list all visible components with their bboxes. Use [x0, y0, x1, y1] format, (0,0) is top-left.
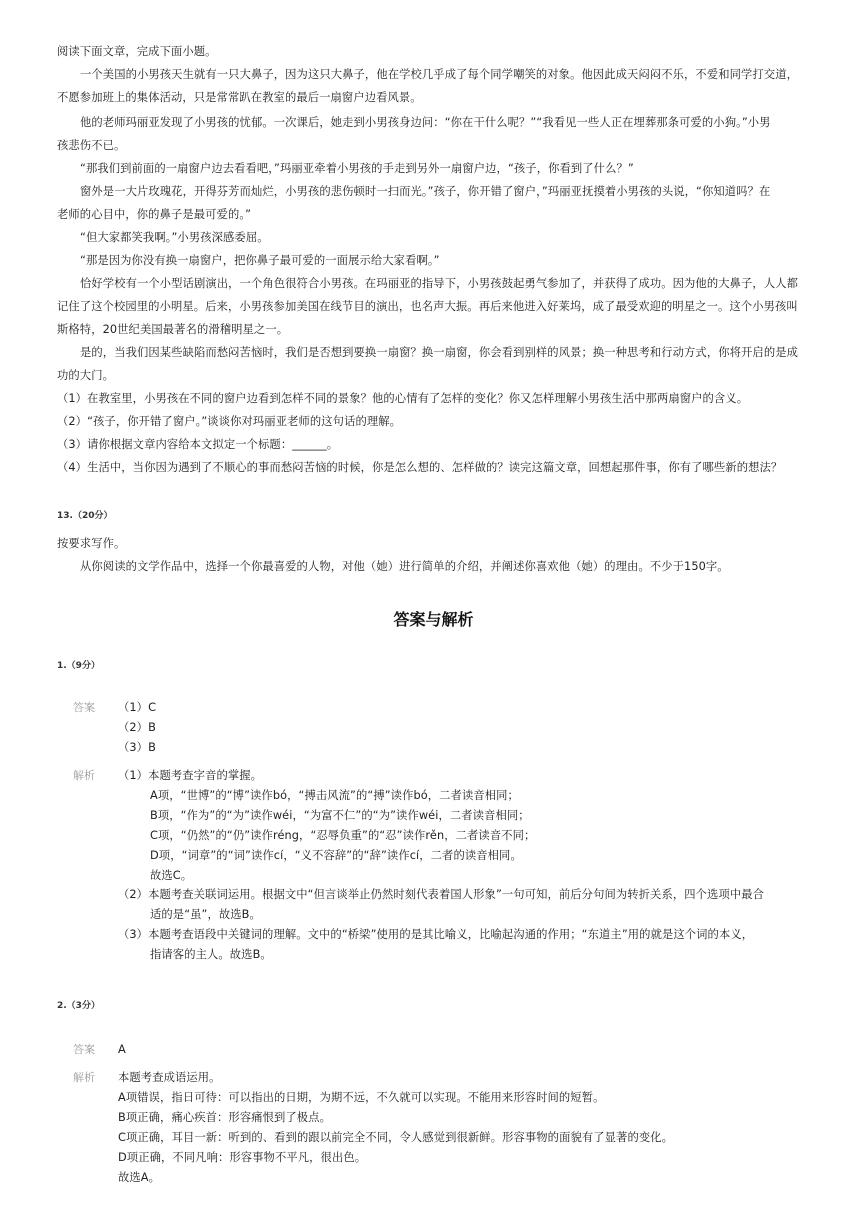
analysis-line: 故选C。: [150, 869, 193, 882]
answer-header: 1.（9分）: [57, 661, 100, 671]
analysis-line: A项，“世博”的“博”读作bó，“搏击风流”的“搏”读作bó，二者读音相同；: [150, 789, 519, 802]
passage-line: “但大家都笑我啊。”小男孩深感委屈。: [80, 231, 269, 244]
answer-header: 2.（3分）: [57, 1001, 100, 1011]
question-item: （4）生活中，当你因为遇到了不顺心的事而愁闷苦恼的时候，你是怎么想的、怎样做的？读完这篇文章，回想起那件事，你有了哪些新的想法？: [57, 461, 783, 474]
answer-label: 答案: [73, 1043, 95, 1056]
passage-instruction: 阅读下面文章，完成下面小题。: [57, 45, 217, 58]
question-item: （3）请你根据文章内容给本文拟定一个标题：______。: [57, 438, 339, 451]
analysis-label: 解析: [73, 1071, 95, 1084]
passage-line: “那我们到前面的一扇窗户边去看看吧，”玛丽亚牵着小男孩的手走到另外一扇窗户边，“孩子，你看到了什么？”: [80, 162, 634, 175]
analysis-line: C项，“仍然”的“仍”读作réng，“忍辱负重”的“忍”读作rěn，二者读音不同；: [150, 829, 536, 842]
analysis-line: B项正确，痛心疾首：形容痛恨到了极点。: [118, 1111, 331, 1124]
passage-line: 是的，当我们因某些缺陷而愁闷苦恼时，我们是否想到要换一扇窗？换一扇窗，你会看到别样的风景；换一种思考和行动方式，你将开启的是成: [80, 346, 799, 359]
analysis-label: 解析: [73, 769, 95, 782]
answer-item: （2）B: [118, 721, 156, 734]
answer-item: （3）B: [118, 741, 156, 754]
analysis-line: 指请客的主人。故选B。: [150, 948, 272, 961]
passage-line: 窗外是一大片玫瑰花，开得芬芳而灿烂，小男孩的悲伤顿时一扫而光。”孩子，你开错了窗户，”玛丽亚抚摸着小男孩的头说，“你知道吗？在: [80, 185, 771, 198]
analysis-line: 本题考查成语运用。: [118, 1071, 221, 1084]
answer-item: （1）C: [118, 701, 157, 714]
question-item: （2）“孩子，你开错了窗户。”谈谈你对玛丽亚老师的这句话的理解。: [57, 415, 402, 428]
question-item: （1）在教室里，小男孩在不同的窗户边看到怎样不同的景象？他的心情有了怎样的变化？你又怎样理解小男孩生活中那两扇窗户的含义。: [57, 392, 749, 405]
analysis-line: 故选A。: [118, 1171, 161, 1184]
passage-line: 记住了这个校园里的小明星。后来，小男孩参加美国在线节目的演出，也名声大振。再后来他进入好莱坞，成了最受欢迎的明星之一。这个小男孩叫: [57, 300, 798, 313]
passage-line: 功的大门。: [57, 369, 114, 382]
question-header: 13.（20分）: [57, 511, 113, 521]
passage-line: “那是因为你没有换一扇窗户，把你鼻子最可爱的一面展示给大家看啊。”: [80, 254, 440, 267]
passage-line: 不愿参加班上的集体活动，只是常常趴在教室的最后一扇窗户边看风景。: [57, 91, 422, 104]
answer-label: 答案: [73, 701, 95, 714]
question-text: 从你阅读的文学作品中，选择一个你最喜爱的人物，对他（她）进行简单的介绍，并阐述你喜欢他（她）的理由。不少于150字。: [80, 560, 729, 573]
passage-line: 恰好学校有一个小型话剧演出，一个角色很符合小男孩。在玛丽亚的指导下，小男孩鼓起勇气参加了，并获得了成功。因为他的大鼻子，人人都: [80, 277, 799, 290]
section-title: 答案与解析: [393, 610, 474, 629]
analysis-line: （1）本题考查字音的掌握。: [118, 769, 263, 782]
passage-line: 他的老师玛丽亚发现了小男孩的忧郁。一次课后，她走到小男孩身边问：“你在干什么呢？”“我看见一些人正在埋葬那条可爱的小狗。”小男: [80, 116, 771, 129]
analysis-line: B项，“作为”的“为”读作wéi，“为富不仁”的“为”读作wéi，二者读音相同；: [150, 809, 530, 822]
analysis-line: （3）本题考查语段中关键词的理解。文中的“桥梁”使用的是其比喻义，比喻起沟通的作用；“东道主”用的就是这个词的本义，: [118, 928, 754, 941]
question-text: 按要求写作。: [57, 537, 126, 550]
passage-line: 老师的心目中，你的鼻子是最可爱的。”: [57, 208, 252, 221]
passage-line: 孩悲伤不已。: [57, 139, 126, 152]
passage-line: 一个美国的小男孩天生就有一只大鼻子，因为这只大鼻子，他在学校几乎成了每个同学嘲笑的对象。他因此成天闷闷不乐，不爱和同学打交道，: [80, 68, 799, 81]
answer-item: A: [118, 1043, 126, 1056]
analysis-line: 适的是“虽”，故选B。: [150, 908, 261, 921]
passage-line: 斯格特，20世纪美国最著名的滑稽明星之一。: [57, 323, 289, 336]
analysis-line: D项正确，不同凡响：形容事物不平凡，很出色。: [118, 1151, 367, 1164]
analysis-line: A项错误，指日可待：可以指出的日期，为期不远，不久就可以实现。不能用来形容时间的短暂。: [118, 1091, 605, 1104]
analysis-line: （2）本题考查关联词运用。根据文中“但言谈举止仍然时刻代表着国人形象”一句可知，前后分句间为转折关系，四个选项中最合: [118, 888, 765, 901]
analysis-line: D项，“词章”的“词”读作cí，“义不容辞”的“辞”读作cí，二者的读音相同。: [150, 849, 522, 862]
analysis-line: C项正确，耳目一新：听到的、看到的跟以前完全不同，令人感觉到很新鲜。形容事物的面貌有了显著的变化。: [118, 1131, 674, 1144]
